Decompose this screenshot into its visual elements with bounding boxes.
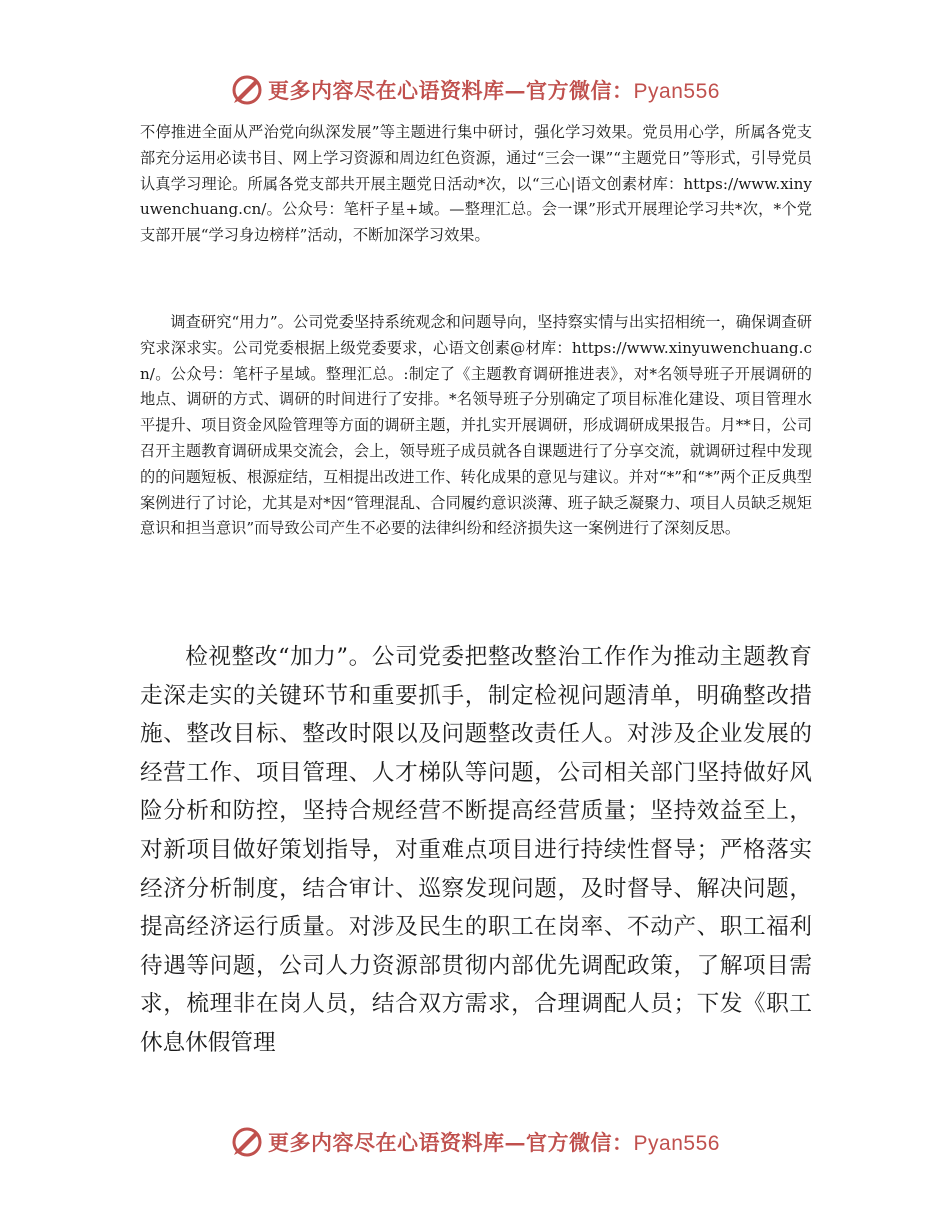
footer-banner-label: 更多内容尽在心语资料库—官方微信： bbox=[268, 1130, 634, 1155]
footer-banner bbox=[0, 1122, 950, 1162]
paragraph-2: 调查研究“用力”。公司党委坚持系统观念和问题导向，坚持察实情与出实招相统一，确保调查研究求深求实。公司党委根据上级党委要求，心语文创素@材库：https://www.xinyuwenchuang.cn/。公众号：笔杆子星域。整理汇总。:制定了《主题教育调研推进表》，对*名领导班子开展调研的地点、调研的方式、调研的时间进行了安排。*名领导班子分别确定了项目标准化建设、项目管理水平提升、项目资金风险管理等方面的调研主题，并扎实开展调研，形成调研成果报告。月**日，公司召开主题教育调研成果交流会，会上，领导班子成员就各自课题进行了分享交流，就调研过程中发现的的问题短板、根源症结，互相提出改进工作、转化成果的意见与建议。并对“*”和“*”两个正反典型案例进行了讨论，尤其是对*因“管理混乱、合同履约意识淡薄、班子缺乏凝聚力、项目人员缺乏规矩意识和担当意识”而导致公司产生不必要的法律纠纷和经济损失这一案例进行了深刻反思。 bbox=[140, 313, 812, 538]
paragraph-1-block bbox=[140, 120, 812, 249]
header-banner-text bbox=[268, 75, 720, 105]
paragraph-3: 检视整改“加力”。公司党委把整改整治工作作为推动主题教育走深走实的关键环节和重要抓手，制定检视问题清单，明确整改措施、整改目标、整改时限以及问题整改责任人。对涉及企业发展的经营工作、项目管理、人才梯队等问题，公司相关部门坚持做好风险分析和防控，坚持合规经营不断提高经营质量；坚持效益至上，对新项目做好策划指导，对重难点项目进行持续性督导；严格落实经济分析制度，结合审计、巡察发现问题，及时督导、解决问题，提高经济运行质量。对涉及民生的职工在岗率、不动产、职工福利待遇等问题，公司人力资源部贯彻内部优先调配政策，了解项目需求，梳理非在岗人员，结合双方需求，合理调配人员；下发《职工休息休假管理 bbox=[140, 644, 812, 1056]
footer-banner-handle: Pyan556 bbox=[633, 1132, 720, 1155]
footer-banner-text bbox=[268, 1127, 720, 1157]
header-banner-handle: Pyan556 bbox=[633, 80, 720, 103]
pen-logo-icon bbox=[230, 1125, 264, 1159]
paragraph-2-block bbox=[140, 310, 812, 542]
paragraph-3-block bbox=[140, 638, 812, 1063]
paragraph-1: 不停推进全面从严治党向纵深发展”等主题进行集中研讨，强化学习效果。党员用心学，所属各党支部充分运用必读书目、网上学习资源和周边红色资源，通过“三会一课”“主题党日”等形式，引导党员认真学习理论。所属各党支部共开展主题党日活动*次，以“三心|语文创素材库：https://www.xinyuwenchuang.cn/。公众号：笔杆子星+域。—整理汇总。会一课”形式开展理论学习共*次，*个党支部开展“学习身边榜样”活动，不断加深学习效果。 bbox=[140, 123, 812, 245]
header-banner-label: 更多内容尽在心语资料库—官方微信： bbox=[268, 78, 634, 103]
pen-logo-icon bbox=[230, 73, 264, 107]
header-banner bbox=[0, 70, 950, 110]
